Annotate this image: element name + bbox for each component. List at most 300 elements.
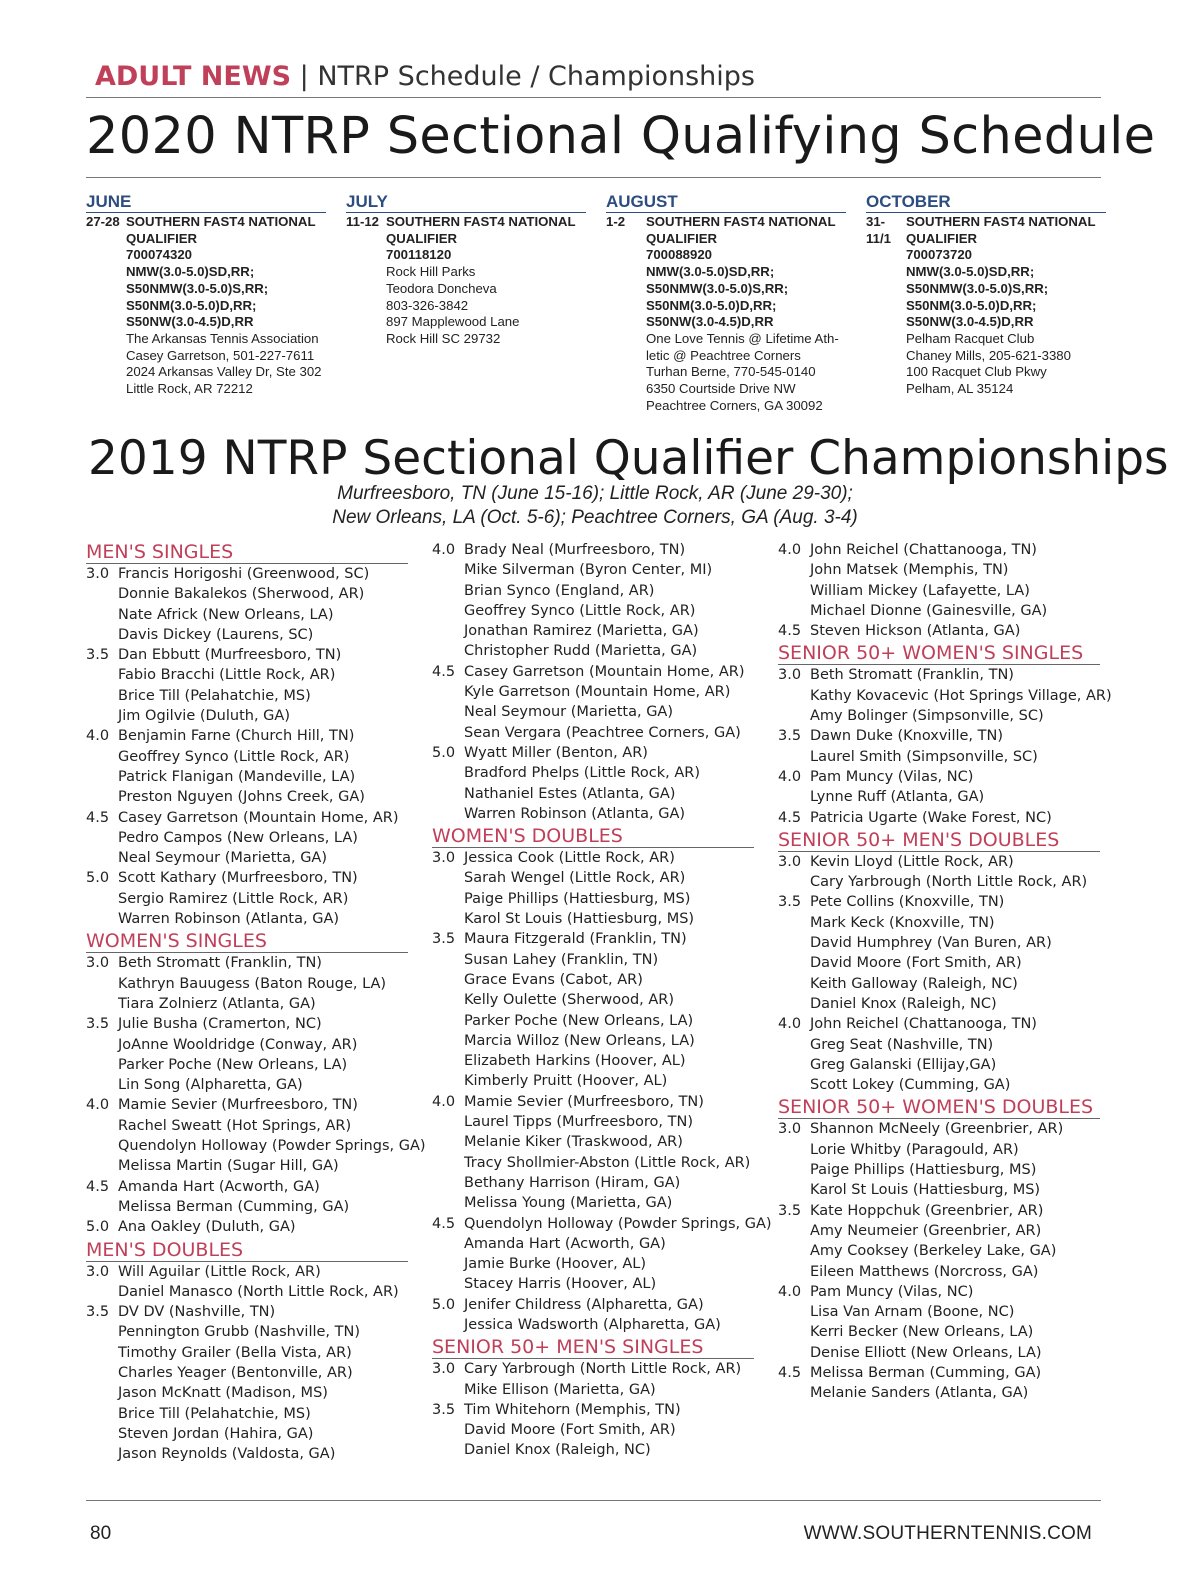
schedule-month: OCTOBER [866,192,1106,213]
ntrp-level [778,1241,810,1261]
ntrp-level [778,933,810,953]
ntrp-level: 3.5 [432,1401,456,1418]
player-name: Bradford Phelps (Little Rock, AR) [464,765,700,782]
result-entry [432,1011,754,1031]
player-name: Mike Silverman (Byron Center, MI) [464,562,713,579]
player-name: Beth Stromatt (Franklin, TN) [810,667,1014,684]
result-entry [86,889,408,909]
schedule-title: 2020 NTRP Sectional Qualifying Schedule [86,107,1156,166]
ntrp-level [432,682,464,702]
result-entry [778,1363,1100,1383]
player-name: Melissa Martin (Sugar Hill, GA) [118,1158,339,1175]
ntrp-level [778,1055,810,1075]
result-entry [778,913,1100,933]
player-name: Geoffrey Synco (Little Rock, AR) [118,748,350,765]
result-entry [778,621,1100,641]
result-entry [86,909,408,929]
result-entry [778,767,1100,787]
player-name: Mark Keck (Knoxville, TN) [810,914,995,931]
ntrp-level [432,1132,464,1152]
result-entry [432,804,754,824]
schedule-contact-line: Peachtree Corners, GA 30092 [646,397,823,413]
ntrp-level: 4.0 [86,728,110,745]
player-name: Kelly Oulette (Sherwood, AR) [464,992,675,1009]
player-name: Lorie Whitby (Paragould, AR) [810,1141,1019,1158]
ntrp-level [432,909,464,929]
player-name: Wyatt Miller (Benton, AR) [464,744,648,761]
ntrp-level [778,913,810,933]
player-name: Jessica Cook (Little Rock, AR) [464,850,675,867]
result-entry [432,1132,754,1152]
ntrp-level [778,581,810,601]
header-rule [86,97,1101,98]
player-name: Francis Horigoshi (Greenwood, SC) [118,566,370,582]
schedule-contact-line: 6350 Courtside Drive NW [646,381,796,397]
schedule-event-line: S50NW(3.0-4.5)D,RR [906,314,1034,330]
player-name: Greg Galanski (Ellijay,GA) [810,1056,997,1073]
result-entry [778,974,1100,994]
result-entry [778,1160,1100,1180]
result-entry [432,1173,754,1193]
schedule-event-line: 700118120 [386,247,452,263]
player-name: Pam Muncy (Vilas, NC) [810,1283,974,1300]
player-name: Pam Muncy (Vilas, NC) [810,768,974,785]
player-name: Sergio Ramirez (Little Rock, AR) [118,890,349,907]
player-name: Quendolyn Holloway (Powder Springs, GA) [464,1215,772,1232]
result-entry [432,1400,754,1420]
player-name: Denise Elliott (New Orleans, LA) [810,1344,1042,1361]
ntrp-level [432,1031,464,1051]
player-name: Quendolyn Holloway (Powder Springs, GA) [118,1138,426,1155]
result-entry [86,1075,408,1095]
ntrp-level [778,560,810,580]
schedule-contact-line: 100 Racquet Club Pkwy [906,364,1047,380]
player-name: Jason Reynolds (Valdosta, GA) [118,1446,336,1463]
player-name: Tracy Shollmier-Abston (Little Rock, AR) [464,1154,751,1171]
result-entry [432,1092,754,1112]
player-name: Casey Garretson (Mountain Home, AR) [118,809,399,826]
schedule-contact-line: 803-326-3842 [386,297,469,313]
player-name: Rachel Sweatt (Hot Springs, AR) [118,1117,352,1134]
result-entry [86,868,408,888]
ntrp-level [86,828,118,848]
ntrp-level [432,1112,464,1132]
ntrp-level: 5.0 [432,1296,456,1313]
footer-rule [86,1500,1101,1501]
result-entry [778,1075,1100,1095]
result-entry [778,1119,1100,1139]
player-name: Jamie Burke (Hoover, AL) [464,1256,646,1273]
ntrp-level: 4.0 [778,542,802,558]
result-entry [86,828,408,848]
schedule-event-line: SOUTHERN FAST4 NATIONAL [906,214,1096,229]
player-name: Lin Song (Alpharetta, GA) [118,1077,303,1094]
result-entry [86,787,408,807]
result-entry [86,726,408,746]
ntrp-level: 3.0 [778,667,802,684]
player-name: Benjamin Farne (Church Hill, TN) [118,728,355,745]
player-name: Melanie Sanders (Atlanta, GA) [810,1385,1029,1402]
player-name: Melissa Young (Marietta, GA) [464,1195,673,1212]
result-entry [778,665,1100,685]
player-name: Brian Synco (England, AR) [464,582,655,599]
ntrp-level [432,702,464,722]
ntrp-level [432,1193,464,1213]
schedule-july [346,192,586,348]
result-entry [778,540,1100,560]
ntrp-level [86,1424,118,1444]
ntrp-level [778,974,810,994]
schedule-event-line: SOUTHERN FAST4 NATIONAL [646,214,836,229]
schedule-event-line: S50NMW(3.0-5.0)S,RR; [646,280,789,296]
result-entry [432,1112,754,1132]
schedule-contact-line: Chaney Mills, 205-621-3380 [906,347,1071,363]
ntrp-level [432,784,464,804]
ntrp-level [778,1140,810,1160]
player-name: Jim Ogilvie (Duluth, GA) [118,708,290,725]
schedule-date: 31-11/1 [866,214,891,246]
result-entry [86,747,408,767]
schedule-contact-line: Turhan Berne, 770-545-0140 [646,364,816,380]
ntrp-level [86,1136,118,1156]
player-name: Geoffrey Synco (Little Rock, AR) [464,602,696,619]
player-name: Parker Poche (New Orleans, LA) [118,1056,348,1073]
ntrp-level [86,1363,118,1383]
player-name: Paige Phillips (Hattiesburg, MS) [810,1162,1037,1179]
ntrp-level [86,974,118,994]
player-name: Timothy Grailer (Bella Vista, AR) [118,1344,352,1361]
player-name: David Moore (Fort Smith, AR) [810,955,1022,972]
result-entry [432,1051,754,1071]
ntrp-level [778,1075,810,1095]
category-heading: SENIOR 50+ WOMEN'S DOUBLES [778,1096,1100,1119]
ntrp-level [86,767,118,787]
result-entry [86,1116,408,1136]
result-entry [86,974,408,994]
result-entry [432,1359,754,1379]
player-name: Mamie Sevier (Murfreesboro, TN) [118,1097,358,1114]
ntrp-level [432,1071,464,1091]
result-entry [778,808,1100,828]
category-heading: SENIOR 50+ MEN'S DOUBLES [778,829,1100,852]
result-entry [86,953,408,973]
ntrp-level: 4.5 [86,1178,110,1195]
category-heading: MEN'S SINGLES [86,541,408,564]
result-entry [86,1444,408,1464]
ntrp-level [778,872,810,892]
result-entry [778,601,1100,621]
player-name: Pete Collins (Knoxville, TN) [810,894,1005,911]
player-name: Kimberly Pruitt (Hoover, AL) [464,1073,668,1090]
result-entry [778,1322,1100,1342]
player-name: William Mickey (Lafayette, LA) [810,582,1030,599]
result-entry [432,1315,754,1335]
schedule-contact-line: Pelham Racquet Club [906,330,1035,346]
player-name: Susan Lahey (Franklin, TN) [464,951,659,968]
ntrp-level [86,625,118,645]
result-entry [86,994,408,1014]
ntrp-level [432,1234,464,1254]
player-name: Lisa Van Arnam (Boone, NC) [810,1304,1015,1321]
schedule-event-line: QUALIFIER [386,230,458,246]
player-name: Pedro Campos (New Orleans, LA) [118,829,358,846]
player-name: Scott Kathary (Murfreesboro, TN) [118,870,358,887]
result-entry [778,892,1100,912]
ntrp-level [86,1156,118,1176]
ntrp-level [432,1380,464,1400]
player-name: Melissa Berman (Cumming, GA) [810,1364,1042,1381]
player-name: Kerri Becker (New Orleans, LA) [810,1324,1034,1341]
player-name: Scott Lokey (Cumming, GA) [810,1077,1011,1094]
result-entry [86,1055,408,1075]
ntrp-level [432,1173,464,1193]
schedule-contact-line: letic @ Peachtree Corners [646,347,801,363]
result-entry [432,621,754,641]
player-name: Amanda Hart (Acworth, GA) [464,1235,666,1252]
player-name: Patrick Flanigan (Mandeville, LA) [118,768,356,785]
ntrp-level: 3.0 [432,850,456,867]
title-rule [86,177,1101,178]
result-entry [86,1282,408,1302]
schedule-august [606,192,846,414]
player-name: Maura Fitzgerald (Franklin, TN) [464,931,687,948]
result-entry [432,540,754,560]
player-name: Dawn Duke (Knoxville, TN) [810,728,1004,745]
result-entry [778,1180,1100,1200]
player-name: Will Aguilar (Little Rock, AR) [118,1263,321,1280]
player-name: Parker Poche (New Orleans, LA) [464,1012,694,1029]
result-entry [432,581,754,601]
ntrp-level: 3.0 [778,853,802,870]
player-name: David Moore (Fort Smith, AR) [464,1422,676,1439]
ntrp-level: 3.5 [86,647,110,664]
schedule-contact-line: The Arkansas Tennis Association [126,330,319,346]
ntrp-level: 4.0 [432,1093,456,1110]
ntrp-level: 3.0 [86,1263,110,1280]
page-number: 80 [90,1523,112,1544]
result-entry [432,641,754,661]
schedule-june [86,192,326,398]
ntrp-level: 3.5 [778,728,802,745]
player-name: Kathryn Bauugess (Baton Rouge, LA) [118,975,387,992]
ntrp-level: 4.5 [432,663,456,680]
result-entry [432,1274,754,1294]
player-name: Daniel Knox (Raleigh, NC) [464,1442,651,1459]
player-name: Cary Yarbrough (North Little Rock, AR) [810,874,1088,891]
schedule-event-line: NMW(3.0-5.0)SD,RR; [126,264,255,280]
result-entry [432,784,754,804]
schedule-date: 27-28 [86,214,120,229]
result-entry [86,665,408,685]
player-name: Charles Yeager (Bentonville, AR) [118,1364,353,1381]
results-column-3 [778,540,1112,1404]
ntrp-level [778,686,810,706]
player-name: Kyle Garretson (Mountain Home, AR) [464,684,731,701]
schedule-event-line: S50NMW(3.0-5.0)S,RR; [126,280,269,296]
ntrp-level [432,621,464,641]
championships-subtitle-line-2: New Orleans, LA (Oct. 5-6); Peachtree Corners, GA (Aug. 3-4) [332,507,858,528]
schedule-month: JULY [346,192,586,213]
ntrp-level: 4.5 [432,1215,456,1232]
ntrp-level [432,1315,464,1335]
result-entry [432,702,754,722]
ntrp-level: 4.5 [778,623,802,640]
ntrp-level: 3.5 [86,1016,110,1033]
schedule-event-line: SOUTHERN FAST4 NATIONAL [386,214,576,229]
result-entry [778,1014,1100,1034]
result-entry [778,726,1100,746]
result-entry [86,1424,408,1444]
player-name: Jenifer Childress (Alpharetta, GA) [464,1296,704,1313]
ntrp-level: 3.0 [86,955,110,972]
result-entry [432,929,754,949]
player-name: Steven Jordan (Hahira, GA) [118,1425,314,1442]
result-entry [432,1440,754,1460]
player-name: Beth Stromatt (Franklin, TN) [118,955,322,972]
ntrp-level [432,1274,464,1294]
ntrp-level [778,953,810,973]
ntrp-level [86,706,118,726]
ntrp-level [778,1343,810,1363]
ntrp-level [86,1035,118,1055]
player-name: DV DV (Nashville, TN) [118,1304,276,1321]
result-entry [86,1197,408,1217]
ntrp-level [86,747,118,767]
result-entry [432,723,754,743]
ntrp-level [778,1383,810,1403]
schedule-event-line: S50NMW(3.0-5.0)S,RR; [906,280,1049,296]
ntrp-level [86,1075,118,1095]
ntrp-level [86,665,118,685]
ntrp-level [432,970,464,990]
ntrp-level: 5.0 [86,1219,110,1236]
result-entry [86,848,408,868]
player-name: Melanie Kiker (Traskwood, AR) [464,1134,683,1151]
result-entry [86,1322,408,1342]
schedule-contact-line: Casey Garretson, 501-227-7611 [126,347,315,363]
ntrp-level [432,560,464,580]
player-name: Keith Galloway (Raleigh, NC) [810,975,1018,992]
header-separator: | [299,61,309,92]
player-name: David Humphrey (Van Buren, AR) [810,935,1052,952]
player-name: Tim Whitehorn (Memphis, TN) [464,1401,681,1418]
result-entry [86,706,408,726]
ntrp-level [86,584,118,604]
schedule-contact-line: Little Rock, AR 72212 [126,381,253,397]
player-name: Preston Nguyen (Johns Creek, GA) [118,789,365,806]
player-name: Karol St Louis (Hattiesburg, MS) [464,911,695,928]
player-name: Steven Hickson (Atlanta, GA) [810,623,1021,640]
player-name: Brice Till (Pelahatchie, MS) [118,687,311,704]
ntrp-level [778,1262,810,1282]
result-entry [432,848,754,868]
result-entry [86,1035,408,1055]
player-name: Kathy Kovacevic (Hot Springs Village, AR) [810,687,1112,704]
result-entry [86,1156,408,1176]
result-entry [432,601,754,621]
ntrp-level [778,747,810,767]
schedule-contact-line: Rock Hill Parks [386,264,476,280]
schedule-date: 11-12 [346,214,380,229]
ntrp-level [86,1116,118,1136]
player-name: Brady Neal (Murfreesboro, TN) [464,542,686,558]
ntrp-level [778,601,810,621]
result-entry [86,1014,408,1034]
result-entry [86,1217,408,1237]
result-entry [432,1214,772,1234]
ntrp-level: 3.5 [86,1304,110,1321]
result-entry [778,872,1100,892]
ntrp-level [432,1153,464,1173]
result-entry [86,1136,426,1156]
schedule-event-line: QUALIFIER [646,230,718,246]
ntrp-level [86,1282,118,1302]
ntrp-level [86,1343,118,1363]
ntrp-level [86,605,118,625]
player-name: Laurel Smith (Simpsonville, SC) [810,748,1038,765]
player-name: Neal Seymour (Marietta, GA) [464,704,674,721]
website-url: WWW.SOUTHERNTENNIS.COM [803,1523,1092,1544]
player-name: Paige Phillips (Hattiesburg, MS) [464,890,691,907]
schedule-event-line: QUALIFIER [126,230,198,246]
player-name: Sarah Wengel (Little Rock, AR) [464,870,686,887]
ntrp-level [432,990,464,1010]
ntrp-level [432,641,464,661]
player-name: Sean Vergara (Peachtree Corners, GA) [464,724,741,741]
ntrp-level: 4.0 [86,1097,110,1114]
ntrp-level [432,723,464,743]
result-entry [778,787,1100,807]
ntrp-level [86,1197,118,1217]
player-name: Amy Bolinger (Simpsonville, SC) [810,708,1044,725]
schedule-event-line: NMW(3.0-5.0)SD,RR; [906,264,1035,280]
result-entry [86,645,408,665]
ntrp-level [86,848,118,868]
section-label: ADULT NEWS [95,61,292,92]
ntrp-level [86,787,118,807]
player-name: Laurel Tipps (Murfreesboro, TN) [464,1114,693,1131]
ntrp-level [432,889,464,909]
player-name: Mike Ellison (Marietta, GA) [464,1381,656,1398]
ntrp-level: 4.0 [778,768,802,785]
result-entry [778,1035,1100,1055]
result-entry [778,1055,1100,1075]
ntrp-level [86,994,118,1014]
result-entry [86,1404,408,1424]
schedule-event-line: 700073720 [906,247,973,263]
result-entry [778,1140,1100,1160]
result-entry [432,990,754,1010]
result-entry [778,1302,1100,1322]
result-entry [778,1282,1100,1302]
player-name: Kevin Lloyd (Little Rock, AR) [810,853,1014,870]
player-name: Jessica Wadsworth (Alpharetta, GA) [464,1316,721,1333]
result-entry [432,763,754,783]
result-entry [778,994,1100,1014]
ntrp-level [778,1180,810,1200]
ntrp-level [432,868,464,888]
player-name: Jonathan Ramirez (Marietta, GA) [464,623,699,640]
player-name: Eileen Matthews (Norcross, GA) [810,1263,1039,1280]
schedule-contact-line: Pelham, AL 35124 [906,381,1014,397]
result-entry [432,868,754,888]
player-name: Shannon McNeely (Greenbrier, AR) [810,1121,1064,1138]
player-name: Warren Robinson (Atlanta, GA) [118,911,340,928]
result-entry [778,1262,1100,1282]
player-name: Pennington Grubb (Nashville, TN) [118,1324,361,1341]
player-name: Michael Dionne (Gainesville, GA) [810,602,1048,619]
result-entry [86,1262,408,1282]
